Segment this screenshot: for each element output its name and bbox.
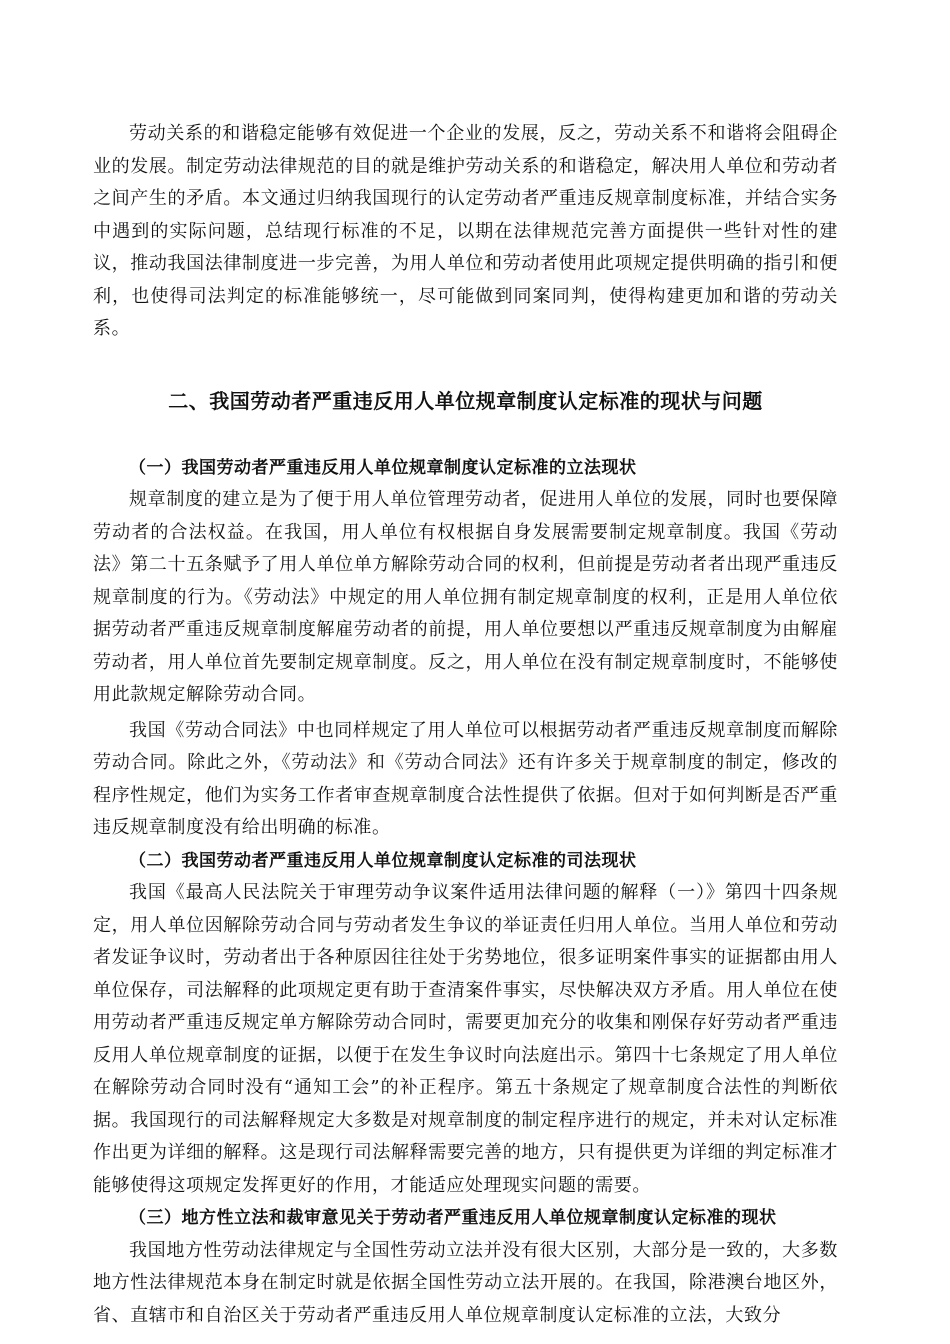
document-body: [93, 118, 838, 1332]
subsection-heading-judicial: （二）我国劳动者严重违反用人单位规章制度认定标准的司法现状: [129, 850, 637, 871]
legislation-paragraph: 规章制度的建立是为了便于用人单位管理劳动者，促进用人单位的发展，同时也要保障劳动者的合法权益。在我国，用人单位有权根据自身发展需要制定规章制度。我国《劳动法》第二十五条赋予了用人单位单方解除劳动合同的权利，但前提是劳动者者出现严重违反规章制度的行为。《劳动法》中规定的用人单位拥有制定规章制度的权利，正是用人单位依据劳动者严重违反规章制度解雇劳动者的前提，用人单位要想以严重违反规章制度为由解雇劳动者，用人单位首先要制定规章制度。反之，用人单位在没有制定规章制度时，不能够使用此款规定解除劳动合同。: [93, 489, 838, 705]
subsection-heading-legislation: （一）我国劳动者严重违反用人单位规章制度认定标准的立法现状: [129, 457, 637, 478]
subsection-heading-local: （三）地方性立法和裁审意见关于劳动者严重违反用人单位规章制度认定标准的现状: [129, 1208, 777, 1228]
judicial-paragraph: 我国《最高人民法院关于审理劳动争议案件适用法律问题的解释（一）》第四十四条规定，用人单位因解除劳动合同与劳动者发生争议的举证责任归用人单位。当用人单位和劳动者发证争议时，劳动者出于各种原因往往处于劣势地位，很多证明案件事实的证据都由用人单位保存，司法解释的此项规定更有助于查清案件事实，尽快解决双方矛盾。用人单位在使用劳动者严重违反规定单方解除劳动合同时，需要更加充分的收集和刚保存好劳动者严重违反用人单位规章制度的证据，以便于在发生争议时向法庭出示。第四十七条规定了用人单位在解除劳动合同时没有“通知工会”的补正程序。第五十条规定了规章制度合法性的判断依据。我国现行的司法解释规定大多数是对规章制度的制定程序进行的规定，并未对认定标准作出更为详细的解释。这是现行司法解释需要完善的地方，只有提供更为详细的判定标准才能够使得这项规定发挥更好的作用，才能适应处理现实问题的需要。: [93, 882, 838, 1196]
legislation-paragraph: 我国《劳动合同法》中也同样规定了用人单位可以根据劳动者严重违反规章制度而解除劳动合同。除此之外，《劳动法》和《劳动合同法》还有许多关于规章制度的制定，修改的程序性规定，他们为实务工作者审查规章制度合法性提供了依据。但对于如何判断是否严重违反规章制度没有给出明确的标准。: [93, 719, 838, 838]
section-heading: 二、我国劳动者严重违反用人单位规章制度认定标准的现状与问题: [168, 388, 763, 413]
local-paragraph: 我国地方性劳动法律规定与全国性劳动立法并没有很大区别，大部分是一致的，大多数地方性法律规范本身在制定时就是依据全国性劳动立法开展的。在我国，除港澳台地区外，省、直辖市和自治区关于劳动者严重违反用人单位规章制度认定标准的立法，大致分: [93, 1239, 838, 1326]
intro-paragraph: 劳动关系的和谐稳定能够有效促进一个企业的发展，反之，劳动关系不和谐将会阻碍企业的发展。制定劳动法律规范的目的就是维护劳动关系的和谐稳定，解决用人单位和劳动者之间产生的矛盾。本文通过归纳我国现行的认定劳动者严重违反规章制度标准，并结合实务中遇到的实际问题，总结现行标准的不足，以期在法律规范完善方面提供一些针对性的建议，推动我国法律制度进一步完善，为用人单位和劳动者使用此项规定提供明确的指引和便利，也使得司法判定的标准能够统一，尽可能做到同案同判，使得构建更加和谐的劳动关系。: [93, 123, 838, 339]
